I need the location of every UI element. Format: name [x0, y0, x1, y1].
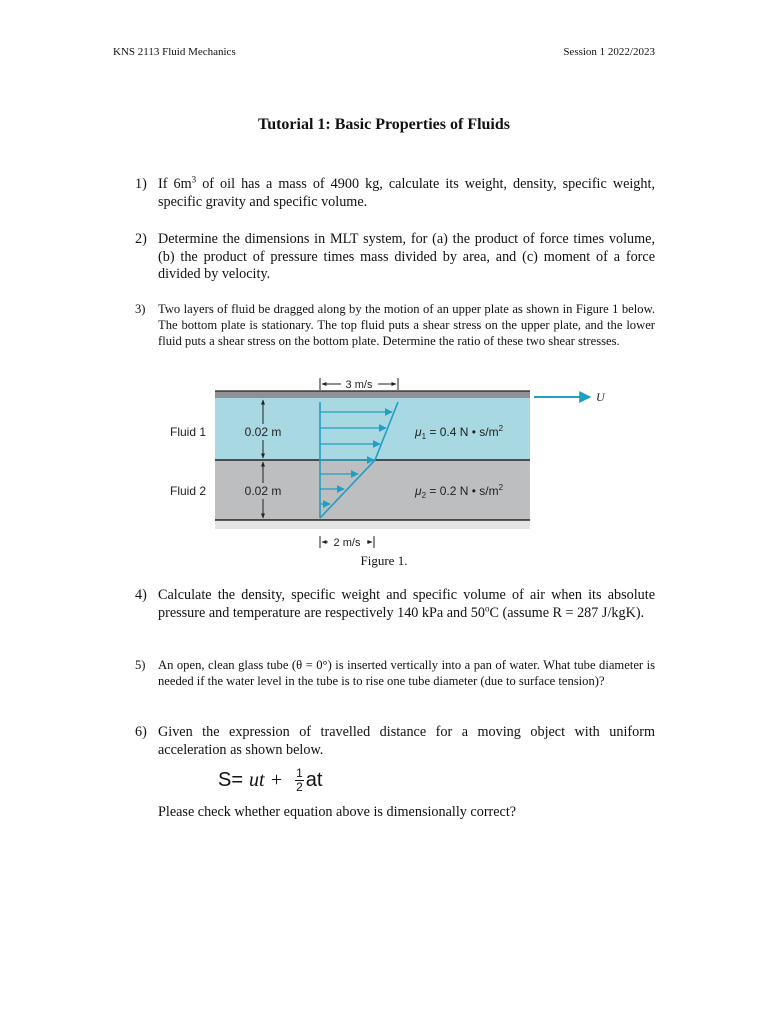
- equation-lhs: S=: [218, 768, 244, 791]
- question-number: 3): [135, 302, 146, 316]
- question-5: [135, 657, 655, 689]
- distance-equation: [218, 760, 322, 800]
- fluid-2-viscosity: $\mu_2 = 0.2$ N • $s/m^2$: [415, 483, 504, 500]
- fluid-2-thickness: 0.02 m: [244, 484, 282, 498]
- figure-1-diagram: [160, 372, 620, 548]
- equation-fraction: $\frac{1}{2}$: [296, 765, 303, 794]
- top-plate: [215, 391, 530, 398]
- question-6: [135, 724, 655, 759]
- question-number: 4): [135, 587, 147, 603]
- question-text: An open, clean glass tube (θ = 0°) is inserted vertically into a pan of water. What tube diameter is needed if the water level in the tube is to rise one tube diameter (due to surface tension)?: [158, 658, 655, 688]
- question-1: [135, 176, 655, 211]
- fluid-2-label: Fluid 2: [170, 484, 207, 498]
- question-number: 1): [135, 176, 147, 192]
- question-number: 5): [135, 658, 146, 672]
- header-course: KNS 2113 Fluid Mechanics: [113, 46, 236, 58]
- mid-velocity-label: 2 m/s: [333, 537, 361, 548]
- fluid-1-viscosity: $\mu_1 = 0.4$ N • $s/m^2$: [415, 424, 504, 441]
- fluid-1-thickness: 0.02 m: [244, 425, 282, 439]
- closing-question: Please check whether equation above is dimensionally correct?: [158, 804, 517, 820]
- question-text: If $6m^3$ of oil has a mass of 4900 kg, calculate its weight, density, specific weight, specific gravity and specific volume.: [158, 174, 655, 210]
- question-text: Two layers of fluid be dragged along by the motion of an upper plate as shown in Figure 1 below. The bottom plate is stationary. The top fluid puts a shear stress on the upper plate, and the lower fluid puts a shear stress on the bottom plate. Determine the ratio of these two shear stresses.: [158, 302, 655, 348]
- page-title: Tutorial 1: Basic Properties of Fluids: [258, 116, 510, 133]
- header-session: Session 1 2022/2023: [563, 46, 655, 58]
- equation-term-2: at: [305, 768, 323, 791]
- question-2: [135, 231, 655, 284]
- question-4: [135, 587, 655, 622]
- question-text: Determine the dimensions in MLT system, for (a) the product of force times volume, (b) the product of pressure times mass divided by area, and (c) moment of a force divided by velocity.: [158, 231, 655, 282]
- top-velocity-label: 3 m/s: [345, 379, 373, 391]
- question-3: [135, 301, 655, 349]
- question-number: 6): [135, 724, 147, 740]
- question-number: 2): [135, 231, 147, 247]
- question-text: Calculate the density, specific weight and specific volume of air when its absolute pressure and temperature are respectively 140 kPa and 50$^o$C (assume R = 287 J/kgK).: [158, 587, 655, 621]
- plate-velocity-label: U: [596, 390, 605, 404]
- fluid-1-label: Fluid 1: [170, 425, 207, 439]
- question-text: Given the expression of travelled distance for a moving object with uniform acceleration as shown below.: [158, 724, 655, 758]
- figure-caption: Figure 1.: [360, 553, 408, 568]
- equation-term-1: ut +: [249, 768, 284, 791]
